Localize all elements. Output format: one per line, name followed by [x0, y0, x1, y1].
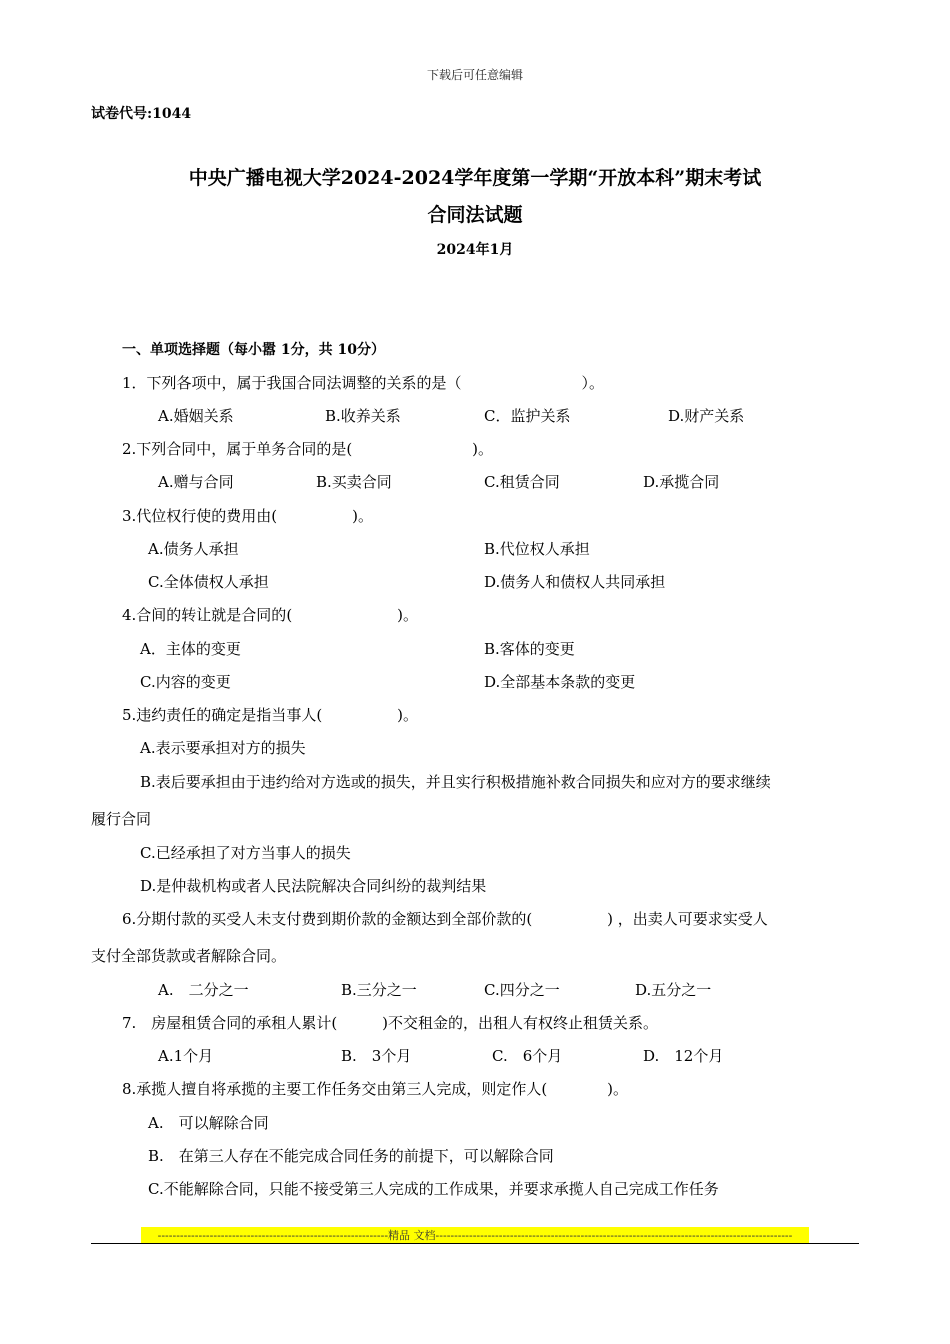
- question-1-option-a: A.婚姻关系: [158, 407, 234, 425]
- question-8-option-b: B. 在第三人存在不能完成合同任务的前提下，可以解除合同: [148, 1147, 554, 1165]
- question-3-option-b: B.代位权人承担: [484, 540, 590, 558]
- question-6-stem-line1: 6.分期付款的买受人未支付费到期价款的金额达到全部价款的( ) ，出卖人可要求实受人: [122, 910, 768, 928]
- question-8-option-c: C.不能解除合同，只能不接受第三人完成的工作成果，并要求承揽人自己完成工作任务: [148, 1180, 719, 1198]
- exam-date: 2024年1月: [436, 242, 514, 258]
- question-3-option-d: D.债务人和债权人共同承担: [484, 573, 666, 591]
- question-7-option-c: C. 6个月: [492, 1047, 563, 1065]
- header-note: 下载后可任意编辑: [426, 68, 523, 82]
- footer-divider: [91, 1243, 859, 1244]
- question-1-option-b: B.收养关系: [325, 407, 401, 425]
- question-2-option-d: D.承揽合同: [643, 473, 720, 491]
- question-4-option-a: A．主体的变更: [140, 640, 241, 658]
- question-4-option-d: D.全部基本条款的变更: [484, 673, 636, 691]
- question-4-option-c: C.内容的变更: [140, 673, 231, 691]
- question-6-option-d: D.五分之一: [635, 981, 712, 999]
- question-7-option-a: A.1个月: [158, 1047, 214, 1065]
- question-2-option-a: A.赠与合同: [158, 473, 234, 491]
- question-7-option-b: B. 3个月: [341, 1047, 412, 1065]
- question-5-option-b-line1: B.表后要承担由于违约给对方选或的损失，并且实行积极措施补救合同损失和应对方的要求继续: [140, 773, 771, 791]
- question-5-option-c: C.已经承担了对方当事人的损失: [140, 844, 351, 862]
- question-3-stem: 3.代位权行使的费用由( )。: [122, 507, 374, 525]
- question-3-option-a: A.债务人承担: [148, 540, 239, 558]
- footer-banner: --------------------------------------------------------------精品 文档------------------------------------------------------------------------------------------------: [141, 1227, 809, 1244]
- question-1-option-d: D.财产关系: [668, 407, 745, 425]
- question-7-stem: 7. 房屋租赁合同的承租人累计( )不交租金的，出租人有权终止租赁关系。: [122, 1014, 659, 1032]
- question-8-stem: 8.承揽人擅自将承揽的主要工作任务交由第三人完成，则定作人( )。: [122, 1080, 629, 1098]
- section-heading: 一、单项选择题（每小嚣 1分，共 10分）: [122, 342, 385, 358]
- question-2-option-b: B.买卖合同: [316, 473, 392, 491]
- exam-code: 试卷代号:1044: [91, 106, 192, 122]
- question-3-option-c: C.全体债权人承担: [148, 573, 269, 591]
- question-1-stem: 1．下列各项中，属于我国合同法调整的关系的是（ ）。: [122, 374, 605, 392]
- question-1-option-c: C．监护关系: [484, 407, 571, 425]
- page-subtitle: 合同法试题: [427, 204, 523, 226]
- question-6-stem-line2: 支付全部货款或者解除合同。: [91, 947, 287, 965]
- question-2-stem: 2.下列合同中，属于单务合同的是( )。: [122, 440, 494, 458]
- question-5-option-b-line2: 履行合同: [91, 810, 152, 828]
- question-4-stem: 4.合间的转让就是合同的( )。: [122, 606, 419, 624]
- page-title: 中央广播电视大学2024-2024学年度第一学期“开放本科”期末考试: [188, 167, 762, 189]
- question-8-option-a: A. 可以解除合同: [148, 1114, 269, 1132]
- question-6-option-c: C.四分之一: [484, 981, 560, 999]
- question-4-option-b: B.客体的变更: [484, 640, 575, 658]
- question-5-stem: 5.违约责任的确定是指当事人( )。: [122, 706, 419, 724]
- question-6-option-a: A. 二分之一: [158, 981, 249, 999]
- question-6-option-b: B.三分之一: [341, 981, 417, 999]
- question-2-option-c: C.租赁合同: [484, 473, 560, 491]
- question-5-option-a: A.表示要承担对方的损失: [140, 739, 306, 757]
- question-5-option-d: D.是仲裁机构或者人民法院解决合同纠纷的裁判结果: [140, 877, 487, 895]
- question-7-option-d: D. 12个月: [643, 1047, 724, 1065]
